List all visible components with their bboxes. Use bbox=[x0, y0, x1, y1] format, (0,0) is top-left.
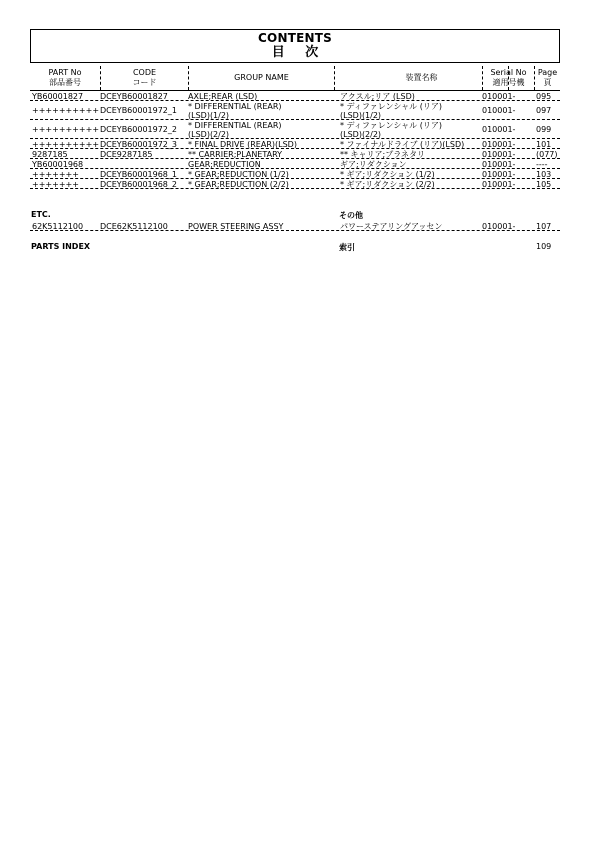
serial-no: 010001- bbox=[482, 106, 516, 115]
footer-index-ja: 索引 bbox=[339, 243, 355, 252]
title-box bbox=[30, 29, 560, 63]
device-name: * ファイナルドライブ (リア)(LSD) bbox=[340, 140, 465, 149]
header-group-name bbox=[188, 66, 334, 90]
device-name: * ギア;リダクション (1/2) bbox=[340, 170, 435, 179]
device-name: * ギア;リダクション (2/2) bbox=[340, 180, 435, 189]
title-japanese: 目 次 bbox=[271, 45, 327, 60]
page-number: (077) bbox=[536, 150, 558, 159]
table-row bbox=[30, 120, 560, 138]
page-number: 105 bbox=[536, 180, 552, 189]
page-number: 097 bbox=[536, 106, 552, 115]
part-number: 9287185 bbox=[32, 150, 68, 159]
group-name-line-2: (LSD)(2/2) bbox=[188, 130, 230, 139]
serial-no: 010001- bbox=[482, 222, 516, 231]
page-number: ---- bbox=[536, 160, 548, 169]
table-row bbox=[30, 139, 560, 148]
code: DCEYB60001968_2 bbox=[100, 180, 177, 189]
group-name-line-2: (LSD)(1/2) bbox=[188, 111, 230, 120]
code: DCEYB60001972_1 bbox=[100, 106, 177, 115]
table-row bbox=[30, 179, 560, 188]
group-name: * GEAR;REDUCTION (1/2) bbox=[188, 170, 289, 179]
serial-no: 010001- bbox=[482, 160, 516, 169]
serial-no: 010001- bbox=[482, 92, 516, 101]
serial-no: 010001- bbox=[482, 125, 516, 134]
code: DCEYB60001972_3 bbox=[100, 140, 177, 149]
code: DCEYB60001968_1 bbox=[100, 170, 177, 179]
contents-table bbox=[30, 66, 560, 189]
header-serial-no bbox=[482, 66, 534, 90]
page-number: 103 bbox=[536, 170, 552, 179]
header-part-no-ja: 部品番号 bbox=[49, 78, 81, 87]
header-page-ja: 頁 bbox=[543, 78, 552, 87]
group-name-line-1: * DIFFERENTIAL (REAR) bbox=[188, 102, 282, 111]
header-part-no bbox=[30, 66, 100, 90]
group-name: GEAR;REDUCTION bbox=[188, 160, 261, 169]
part-number: ++++++++++ bbox=[32, 125, 100, 134]
code: DCEYB60001972_2 bbox=[100, 125, 177, 134]
device-name bbox=[340, 101, 488, 120]
table-row bbox=[30, 169, 560, 178]
serial-no: 010001- bbox=[482, 180, 516, 189]
code: DCE62K5112100 bbox=[100, 222, 168, 231]
device-name-line-1: * ディファレンシャル (リア) bbox=[340, 102, 442, 111]
header-code-ja: コード bbox=[132, 78, 157, 87]
header-code-en: CODE bbox=[132, 68, 157, 77]
code bbox=[100, 159, 188, 160]
table-row bbox=[30, 101, 560, 119]
device-name-line-2: (LSD)(2/2) bbox=[340, 130, 382, 139]
header-page bbox=[534, 66, 560, 90]
title-english: CONTENTS bbox=[258, 31, 332, 45]
group-name-line-1: * DIFFERENTIAL (REAR) bbox=[188, 121, 282, 130]
group-name: * GEAR;REDUCTION (2/2) bbox=[188, 180, 289, 189]
device-name: パワーステアリングアッセン bbox=[340, 222, 443, 231]
header-device-name-text: 装置名称 bbox=[405, 73, 438, 82]
etc-table bbox=[30, 221, 560, 231]
group-name: AXLE;REAR (LSD) bbox=[188, 92, 258, 101]
serial-no: 010001- bbox=[482, 140, 516, 149]
page-number: 095 bbox=[536, 92, 552, 101]
header-group-name-text: GROUP NAME bbox=[234, 73, 289, 82]
part-number: ++++++++++ bbox=[32, 106, 100, 115]
group-name: ** CARRIER;PLANETARY bbox=[188, 150, 283, 159]
table-row bbox=[30, 221, 560, 230]
group-name bbox=[188, 120, 338, 139]
part-number: +++++++ bbox=[32, 170, 79, 179]
serial-no: 010001- bbox=[482, 170, 516, 179]
table-row bbox=[30, 91, 560, 100]
device-name: ** キャリア;プラネタリ bbox=[340, 150, 425, 159]
device-name-line-2: (LSD)(1/2) bbox=[340, 111, 382, 120]
etc-label-ja: その他 bbox=[339, 211, 363, 220]
device-name: ギア;リダクション bbox=[340, 160, 407, 169]
part-number: +++++++ bbox=[32, 180, 79, 189]
page-number: 099 bbox=[536, 125, 552, 134]
part-number: 62K5112100 bbox=[32, 222, 84, 231]
group-name: * FINAL DRIVE (REAR)(LSD) bbox=[188, 140, 297, 149]
part-number: ++++++++++ bbox=[32, 140, 100, 149]
device-name-line-1: * ディファレンシャル (リア) bbox=[340, 121, 442, 130]
group-name: POWER STEERING ASSY bbox=[188, 222, 284, 231]
code: DCE9287185 bbox=[100, 150, 153, 159]
serial-no: 010001- bbox=[482, 150, 516, 159]
table-row bbox=[30, 149, 560, 158]
page-number: 107 bbox=[536, 222, 552, 231]
group-name bbox=[188, 101, 338, 120]
part-number: YB60001968 bbox=[32, 160, 84, 169]
footer-parts-index: PARTS INDEX bbox=[31, 242, 91, 251]
header-part-no-en: PART No bbox=[48, 68, 82, 77]
header-page-en: Page bbox=[537, 68, 558, 77]
header-serial-no-en: Serial No bbox=[490, 68, 527, 77]
etc-label-en: ETC. bbox=[31, 210, 51, 219]
part-number: YB60001827 bbox=[32, 92, 84, 101]
code: DCEYB60001827 bbox=[100, 92, 168, 101]
device-name bbox=[340, 120, 488, 139]
header-serial-no-ja: 適用号機 bbox=[492, 78, 525, 87]
device-name: アクスル;リア (LSD) bbox=[340, 92, 415, 101]
header-code bbox=[100, 66, 188, 90]
table-header bbox=[30, 66, 560, 90]
table-row bbox=[30, 159, 560, 168]
footer-page: 109 bbox=[536, 242, 552, 251]
page-number: 101 bbox=[536, 140, 552, 149]
